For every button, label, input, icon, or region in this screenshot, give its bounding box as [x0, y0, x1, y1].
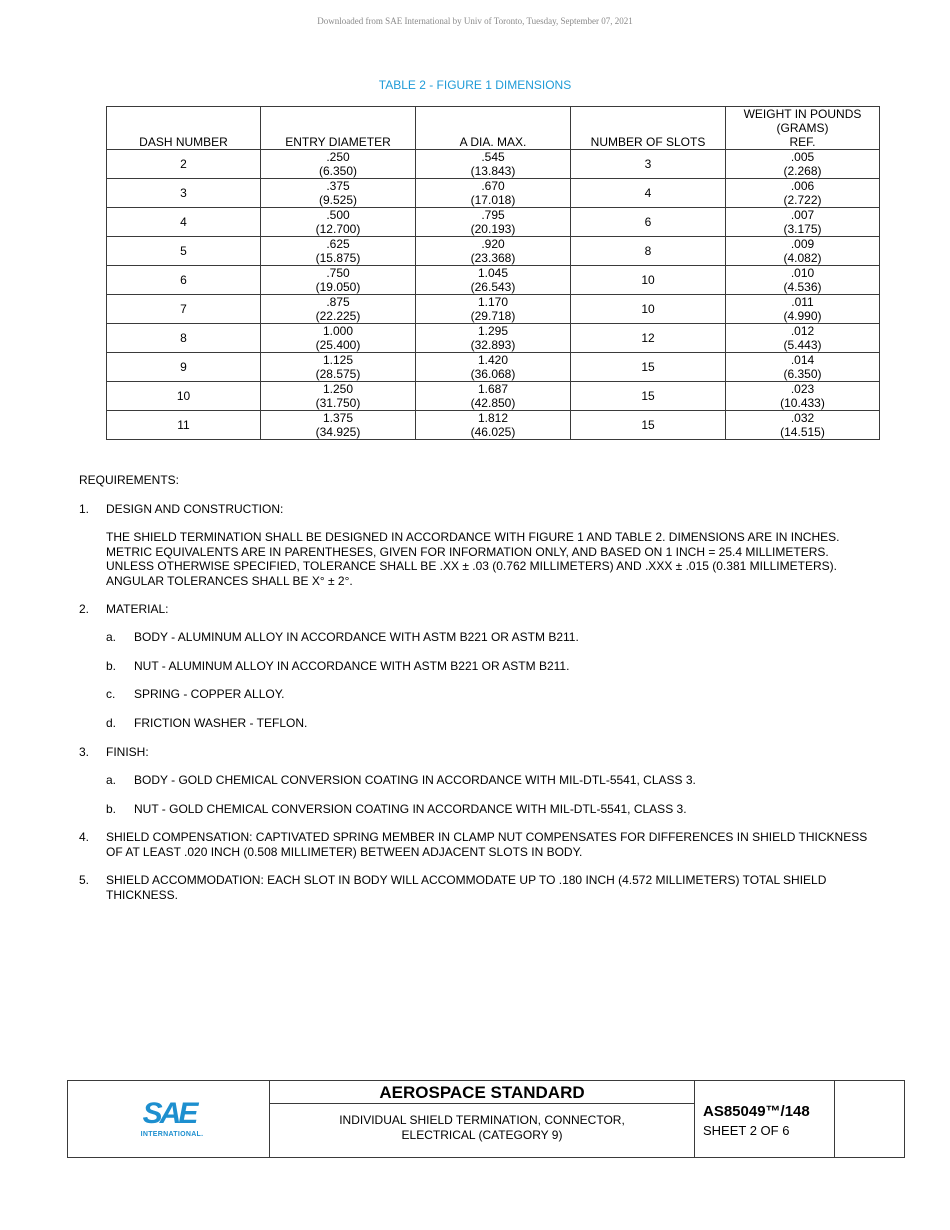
- document-number: AS85049™/148: [703, 1103, 810, 1120]
- cell-entry-diameter-value: (31.750): [315, 396, 361, 410]
- cell-weight: [726, 382, 880, 411]
- cell-weight: [726, 237, 880, 266]
- cell-a-dia-max: [416, 150, 571, 179]
- section-5-body: SHIELD ACCOMMODATION: EACH SLOT IN BODY WILL ACCOMMODATE UP TO .180 INCH (4.572 MILLIMETERS) TOTAL SHIELD THICKNESS.: [106, 873, 827, 902]
- cell-number-of-slots-value: 15: [641, 360, 655, 374]
- table-header-row: [107, 107, 880, 150]
- title-block-number-cell: [695, 1081, 835, 1157]
- cell-weight: [726, 266, 880, 295]
- cell-entry-diameter: [261, 382, 416, 411]
- description-line1: INDIVIDUAL SHIELD TERMINATION, CONNECTOR,: [339, 1113, 625, 1127]
- cell-dash-number-value: 2: [180, 157, 187, 171]
- cell-a-dia-max: [416, 208, 571, 237]
- cell-number-of-slots: [571, 411, 726, 440]
- section-4-number: 4.: [79, 830, 90, 844]
- cell-a-dia-max-value: 1.170: [477, 295, 509, 309]
- cell-entry-diameter-value: (6.350): [318, 164, 358, 178]
- cell-entry-diameter: [261, 208, 416, 237]
- download-watermark: Downloaded from SAE International by Univ of Toronto, Tuesday, September 07, 2021: [317, 16, 633, 26]
- section-2a-text: BODY - ALUMINUM ALLOY IN ACCORDANCE WITH ASTM B221 OR ASTM B211.: [134, 630, 579, 644]
- table-row: [107, 208, 880, 237]
- cell-weight-value: .009: [790, 237, 815, 251]
- cell-weight-value: .010: [790, 266, 815, 280]
- cell-a-dia-max-value: .545: [481, 150, 505, 164]
- title-block-description-cell: [270, 1081, 695, 1157]
- cell-a-dia-max-value: (42.850): [470, 396, 516, 410]
- section-1-body: THE SHIELD TERMINATION SHALL BE DESIGNED IN ACCORDANCE WITH FIGURE 1 AND TABLE 2. DIMENSIONS ARE IN INCHES. METRIC EQUIVALENTS ARE IN PARENTHESES, GIVEN FOR INFORMATION ONLY, AND BASED ON 1 INCH = 25.4 MILLIMETERS. UNLESS OTHERWISE SPECIFIED, TOLERANCE SHALL BE .XX ± .03 (0.762 MILLIMETERS) AND .XXX ± .015 (0.381 MILLIMETERS). ANGULAR TOLERANCES SHALL BE X° ± 2°.: [106, 530, 840, 588]
- table-row: [107, 382, 880, 411]
- cell-entry-diameter-value: 1.000: [322, 324, 354, 338]
- cell-weight-value: .023: [790, 382, 815, 396]
- header-number-of-slots: NUMBER OF SLOTS: [571, 107, 726, 150]
- section-2-number: 2.: [79, 602, 90, 616]
- document-description: [270, 1113, 694, 1142]
- cell-a-dia-max: [416, 411, 571, 440]
- cell-a-dia-max-value: (13.843): [470, 164, 516, 178]
- cell-a-dia-max: [416, 353, 571, 382]
- header-a-dia-max: A DIA. MAX.: [416, 107, 571, 150]
- cell-dash-number-value: 5: [180, 244, 187, 258]
- cell-dash-number: [107, 150, 261, 179]
- cell-weight: [726, 411, 880, 440]
- header-weight-line3: REF.: [789, 135, 816, 149]
- section-2b-label: b.: [106, 659, 117, 673]
- cell-entry-diameter-value: .250: [326, 150, 350, 164]
- cell-a-dia-max-value: (36.068): [470, 367, 516, 381]
- cell-weight-value: (10.433): [780, 396, 825, 410]
- table-row: [107, 411, 880, 440]
- section-1-title: DESIGN AND CONSTRUCTION:: [106, 502, 284, 516]
- cell-entry-diameter: [261, 295, 416, 324]
- cell-dash-number-value: 9: [180, 360, 187, 374]
- cell-entry-diameter-value: .750: [326, 266, 350, 280]
- cell-number-of-slots-value: 12: [641, 331, 655, 345]
- cell-weight-value: .006: [790, 179, 815, 193]
- cell-a-dia-max: [416, 324, 571, 353]
- cell-weight-value: (2.268): [783, 164, 822, 178]
- section-1-number: 1.: [79, 502, 90, 516]
- cell-weight-value: .012: [790, 324, 815, 338]
- table-row: [107, 179, 880, 208]
- section-2c-text: SPRING - COPPER ALLOY.: [134, 687, 285, 701]
- section-3a-text: BODY - GOLD CHEMICAL CONVERSION COATING IN ACCORDANCE WITH MIL-DTL-5541, CLASS 3.: [134, 773, 696, 787]
- cell-a-dia-max-value: 1.295: [477, 324, 509, 338]
- cell-a-dia-max-value: 1.687: [477, 382, 509, 396]
- sae-logo-mark: SAE: [142, 1097, 196, 1130]
- cell-entry-diameter-value: .875: [326, 295, 350, 309]
- cell-number-of-slots-value: 15: [641, 389, 655, 403]
- table-title: TABLE 2 - FIGURE 1 DIMENSIONS: [378, 78, 572, 92]
- cell-dash-number: [107, 353, 261, 382]
- section-2a-label: a.: [106, 630, 117, 644]
- cell-entry-diameter-value: (19.050): [315, 280, 361, 294]
- cell-weight-value: (4.082): [783, 251, 822, 265]
- description-line2: ELECTRICAL (CATEGORY 9): [401, 1127, 563, 1142]
- section-3-number: 3.: [79, 745, 90, 759]
- cell-weight-value: .014: [790, 353, 815, 367]
- cell-a-dia-max-value: (23.368): [470, 251, 516, 265]
- cell-number-of-slots: [571, 295, 726, 324]
- header-weight-line1: WEIGHT IN POUNDS: [743, 107, 862, 121]
- section-5-number: 5.: [79, 873, 90, 887]
- cell-entry-diameter: [261, 353, 416, 382]
- cell-entry-diameter: [261, 411, 416, 440]
- cell-dash-number: [107, 237, 261, 266]
- cell-dash-number: [107, 295, 261, 324]
- cell-number-of-slots-value: 10: [641, 273, 655, 287]
- cell-a-dia-max-value: (17.018): [470, 193, 516, 207]
- sheet-number: SHEET 2 OF 6: [703, 1123, 790, 1138]
- cell-dash-number: [107, 179, 261, 208]
- sae-logo-subtext: INTERNATIONAL.: [140, 1131, 204, 1138]
- cell-a-dia-max-value: 1.812: [477, 411, 509, 425]
- cell-number-of-slots: [571, 150, 726, 179]
- cell-number-of-slots-value: 6: [644, 215, 652, 229]
- cell-dash-number-value: 6: [180, 273, 187, 287]
- cell-number-of-slots: [571, 237, 726, 266]
- title-block-blank-cell: [835, 1081, 904, 1157]
- section-2d-text: FRICTION WASHER - TEFLON.: [134, 716, 308, 730]
- section-3-title: FINISH:: [106, 745, 149, 759]
- cell-dash-number: [107, 382, 261, 411]
- cell-entry-diameter: [261, 179, 416, 208]
- cell-weight-value: (4.990): [783, 309, 822, 323]
- section-3a-label: a.: [106, 773, 117, 787]
- cell-number-of-slots: [571, 266, 726, 295]
- cell-number-of-slots-value: 15: [641, 418, 655, 432]
- cell-a-dia-max: [416, 266, 571, 295]
- cell-number-of-slots-value: 4: [644, 186, 652, 200]
- cell-a-dia-max-value: .670: [481, 179, 505, 193]
- dimensions-table: [106, 106, 880, 440]
- cell-entry-diameter-value: .500: [326, 208, 350, 222]
- cell-a-dia-max-value: .920: [481, 237, 505, 251]
- cell-a-dia-max-value: (29.718): [470, 309, 516, 323]
- section-2-title: MATERIAL:: [106, 602, 169, 616]
- cell-a-dia-max-value: (32.893): [470, 338, 516, 352]
- section-4-body: SHIELD COMPENSATION: CAPTIVATED SPRING MEMBER IN CLAMP NUT COMPENSATES FOR DIFFERENCES IN SHIELD THICKNESS OF AT LEAST .020 INCH (0.508 MILLIMETER) BETWEEN ADJACENT SLOTS IN BODY.: [106, 830, 868, 859]
- table-row: [107, 266, 880, 295]
- cell-weight-value: .011: [791, 295, 814, 309]
- cell-weight-value: (5.443): [783, 338, 822, 352]
- table-body: [107, 150, 880, 440]
- cell-weight: [726, 353, 880, 382]
- cell-entry-diameter-value: (15.875): [315, 251, 361, 265]
- table-row: [107, 237, 880, 266]
- table-row: [107, 324, 880, 353]
- cell-a-dia-max: [416, 237, 571, 266]
- cell-number-of-slots: [571, 353, 726, 382]
- cell-dash-number-value: 4: [180, 215, 187, 229]
- cell-number-of-slots: [571, 324, 726, 353]
- cell-weight-value: .007: [790, 208, 815, 222]
- cell-weight-value: (3.175): [783, 222, 822, 236]
- cell-weight-value: (2.722): [783, 193, 822, 207]
- cell-weight: [726, 150, 880, 179]
- header-weight: [726, 107, 880, 150]
- cell-dash-number: [107, 324, 261, 353]
- cell-a-dia-max-value: .795: [481, 208, 505, 222]
- cell-weight: [726, 179, 880, 208]
- cell-weight-value: .005: [790, 150, 815, 164]
- cell-a-dia-max: [416, 179, 571, 208]
- cell-a-dia-max: [416, 382, 571, 411]
- cell-entry-diameter-value: 1.125: [322, 353, 354, 367]
- cell-dash-number: [107, 208, 261, 237]
- cell-entry-diameter-value: 1.375: [322, 411, 354, 425]
- cell-number-of-slots: [571, 179, 726, 208]
- cell-dash-number-value: 7: [180, 302, 187, 316]
- section-2c-label: c.: [106, 687, 116, 701]
- cell-a-dia-max: [416, 295, 571, 324]
- requirements-heading: REQUIREMENTS:: [79, 473, 180, 487]
- cell-entry-diameter-value: (9.525): [318, 193, 358, 207]
- cell-weight: [726, 295, 880, 324]
- header-entry-diameter: ENTRY DIAMETER: [261, 107, 416, 150]
- header-dash-number: DASH NUMBER: [107, 107, 261, 150]
- cell-number-of-slots-value: 3: [644, 157, 652, 171]
- section-2b-text: NUT - ALUMINUM ALLOY IN ACCORDANCE WITH ASTM B221 OR ASTM B211.: [134, 659, 570, 673]
- cell-entry-diameter: [261, 266, 416, 295]
- cell-a-dia-max-value: (26.543): [470, 280, 516, 294]
- sae-logo: [136, 1098, 208, 1142]
- cell-weight: [726, 208, 880, 237]
- table-row: [107, 295, 880, 324]
- cell-a-dia-max-value: 1.045: [477, 266, 509, 280]
- table-row: [107, 353, 880, 382]
- cell-weight-value: (6.350): [783, 367, 822, 381]
- cell-weight: [726, 324, 880, 353]
- cell-weight-value: (4.536): [783, 280, 822, 294]
- cell-entry-diameter-value: .625: [326, 237, 350, 251]
- cell-weight-value: (14.515): [780, 425, 825, 439]
- cell-dash-number: [107, 266, 261, 295]
- cell-a-dia-max-value: (20.193): [470, 222, 516, 236]
- aerospace-standard-heading: AEROSPACE STANDARD: [270, 1081, 694, 1104]
- cell-entry-diameter-value: (25.400): [315, 338, 361, 352]
- cell-entry-diameter-value: (34.925): [315, 425, 361, 439]
- cell-entry-diameter-value: .375: [326, 179, 350, 193]
- title-block-logo-cell: [68, 1081, 270, 1157]
- section-3b-text: NUT - GOLD CHEMICAL CONVERSION COATING IN ACCORDANCE WITH MIL-DTL-5541, CLASS 3.: [134, 802, 687, 816]
- table-row: [107, 150, 880, 179]
- cell-entry-diameter-value: (28.575): [315, 367, 361, 381]
- section-3b-label: b.: [106, 802, 117, 816]
- cell-number-of-slots-value: 10: [641, 302, 655, 316]
- cell-entry-diameter: [261, 150, 416, 179]
- cell-entry-diameter-value: 1.250: [322, 382, 354, 396]
- cell-dash-number-value: 10: [176, 389, 191, 403]
- cell-dash-number: [107, 411, 261, 440]
- cell-dash-number-value: 8: [180, 331, 187, 345]
- header-weight-line2: (GRAMS): [776, 121, 829, 135]
- title-block: [67, 1080, 905, 1158]
- cell-entry-diameter: [261, 324, 416, 353]
- cell-entry-diameter-value: (12.700): [315, 222, 361, 236]
- cell-dash-number-value: 11: [177, 418, 190, 432]
- cell-number-of-slots: [571, 208, 726, 237]
- cell-number-of-slots: [571, 382, 726, 411]
- cell-a-dia-max-value: (46.025): [470, 425, 516, 439]
- cell-dash-number-value: 3: [180, 186, 187, 200]
- cell-weight-value: .032: [790, 411, 815, 425]
- cell-number-of-slots-value: 8: [644, 244, 652, 258]
- cell-entry-diameter: [261, 237, 416, 266]
- cell-entry-diameter-value: (22.225): [315, 309, 361, 323]
- cell-a-dia-max-value: 1.420: [477, 353, 509, 367]
- section-2d-label: d.: [106, 716, 117, 730]
